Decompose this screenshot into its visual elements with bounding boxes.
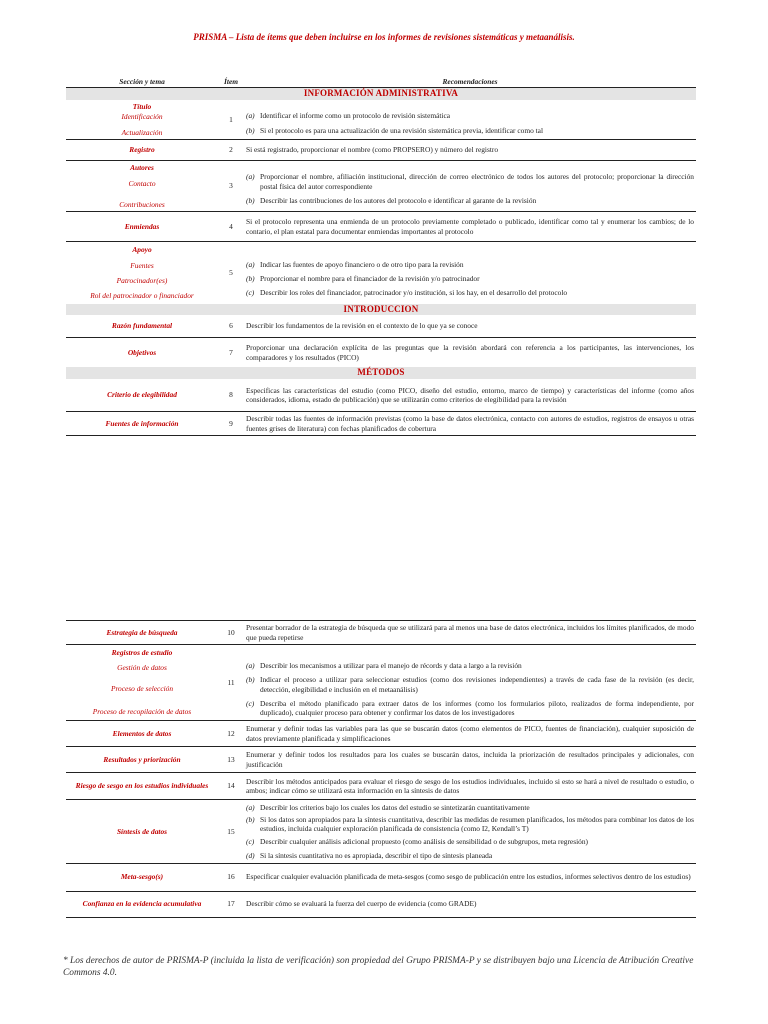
copyright-footnote: * Los derechos de autor de PRISMA-P (incluida la lista de verificación) son propiedad del Grupo PRISMA-P y se distribuyen bajo una Licencia de Atribución Creative Commons 4.0. bbox=[63, 956, 694, 978]
topic-title: Título bbox=[132, 101, 152, 111]
table-row: Criterio de elegibilidad 8 Especificas las características del estudio (como PICO, diseño del estudio, entorno, marco de tiempo) y características del informe (como años considerados, idioma, estado de publicación) que se utilizarán como criterios de elegibilidad para la revisión bbox=[66, 379, 696, 412]
table-row: Síntesis de datos 15 (a) Describir los criterios bajo los cuales los datos del estudio se sintetizarán cuantitativamente (b) Si los datos son apropiados para la síntesis cuantitativa, describir las medidas de resumen planificados, los métodos para combinar los datos de los estudios, incluida cualquier exploración planificada de consistencia (como I2, Kendall’s T) (c) Describir cualquier análisis adicional propuesto (como análisis de sensibilidad o de subgrupos, meta regresión) (d) Si la síntesis cuantitativa no es apropiada, describir el tipo de síntesis planeada bbox=[66, 800, 696, 864]
table-row: Meta-sesgo(s) 16 Especificar cualquier evaluación planificada de meta-sesgos (como sesgo de publicación entre los estudios, informes selectivos dentro de los estudios) bbox=[66, 863, 696, 891]
table-row: Autores Contacto Contribuciones 3 (a) Proporcionar el nombre, afiliación institucional, dirección de correo electrónico de todos los autores del protocolo; proporcionar la dirección postal física del autor correspondiente (b) Describir las contribuciones de los autores del protocolo e identificar al garante de la revisión bbox=[66, 161, 696, 212]
table-row: Riesgo de sesgo en los estudios individuales 14 Describir los métodos anticipados para evaluar el riesgo de sesgo de los estudios individuales, incluido si esto se hará a nivel de resultado o estudio, o ambos; indicar cómo se utilizará esta información en la síntesis de datos bbox=[66, 773, 696, 800]
checklist-table-part1 bbox=[66, 77, 696, 436]
table-row: Resultados y priorización 13 Enumerar y definir todos los resultados para los cuales se buscarán datos, incluida la priorización de resultados principales y adicionales, con justificación bbox=[66, 747, 696, 773]
table-row: Fuentes de información 9 Describir todas las fuentes de información previstas (como la base de datos electrónica, contacto con autores de estudios, registros de ensayos u otras fuentes grises de literatura) con fechas planificados de cobertura bbox=[66, 412, 696, 436]
page-title: PRISMA – Lista de ítems que deben incluirse en los informes de revisiones sistemáticas y metaanálisis. bbox=[193, 32, 575, 42]
table-row: Registro 2 Si está registrado, proporcionar el nombre (como PROPSERO) y número del registro bbox=[66, 140, 696, 161]
table-row: Título Identificación Actualización 1 (a) Identificar el informe como un protocolo de revisión sistemática (b) Si el protocolo es para una actualización de una revisión sistemática previa, identificar como tal bbox=[66, 100, 696, 140]
table-row: Confianza en la evidencia acumulativa 17 Describir cómo se evaluará la fuerza del cuerpo de evidencia (como GRADE) bbox=[66, 891, 696, 917]
header-recs: Recomendaciones bbox=[442, 77, 498, 86]
table-row: Apoyo Fuentes Patrocinador(es) Rol del patrocinador o financiador 5 (a) Indicar las fuentes de apoyo financiero o de otro tipo para la revisión (b) Proporcionar el nombre para el financiador de la revisión y/o patrocinador (c) Describir los roles del financiador, patrocinador y/o institución, si los hay, en el desarrollo del protocolo bbox=[90, 245, 568, 301]
section-methods: MÉTODOS bbox=[66, 367, 696, 378]
table-row: Razón fundamental 6 Describir los fundamentos de la revisión en el contexto de lo que ya se conoce bbox=[66, 315, 696, 337]
checklist-table-part2 bbox=[66, 620, 696, 918]
table-row: Estrategia de búsqueda 10 Presentar borrador de la estrategia de búsqueda que se utilizará para al menos una base de datos electrónica, incluidos los límites planificados, de modo que pueda repetirse bbox=[66, 621, 696, 645]
table-header bbox=[66, 77, 696, 88]
section-admin: INFORMACIÓN ADMINISTRATIVA bbox=[66, 88, 696, 100]
header-section: Sección y tema bbox=[119, 77, 165, 86]
table-row: Enmiendas 4 Si el protocolo representa una enmienda de un protocolo previamente completado o publicado, identificar como tal y enumerar los cambios; de lo contario, el plan estatal para documentar enmiendas importantes al protocolo bbox=[66, 212, 696, 242]
table-row: Registros de estudio Gestión de datos Proceso de selección Proceso de recopilación de datos 11 (a) Describir los mecanismos a utilizar para el manejo de récords y data a largo a la revisión (b) Indicar el proceso a utilizar para seleccionar estudios (como dos revisiones independientes) a través de cada fase de la revisión (es decir, detección, elegibilidad e inclusión en el metaanálisis) (c) Describa el método planificado para extraer datos de los informes (como los formularios piloto, realizados de forma independiente, por duplicado), cualquier proceso para obtener y confirmar los datos de los investigadores bbox=[66, 645, 696, 721]
table-row: Objetivos 7 Proporcionar una declaración explícita de las preguntas que la revisión abordará con referencia a los participantes, las intervenciones, los comparadores y los resultados (PICO) bbox=[127, 343, 694, 362]
header-item: Ítem bbox=[224, 77, 238, 86]
section-intro: INTRODUCCION bbox=[66, 304, 696, 315]
table-row: Elementos de datos 12 Enumerar y definir todas las variables para las que se buscarán datos (como elementos de PICO, fuentes de financiación), cualquier suposición de datos previamente planificada y simplificaciones bbox=[66, 721, 696, 747]
